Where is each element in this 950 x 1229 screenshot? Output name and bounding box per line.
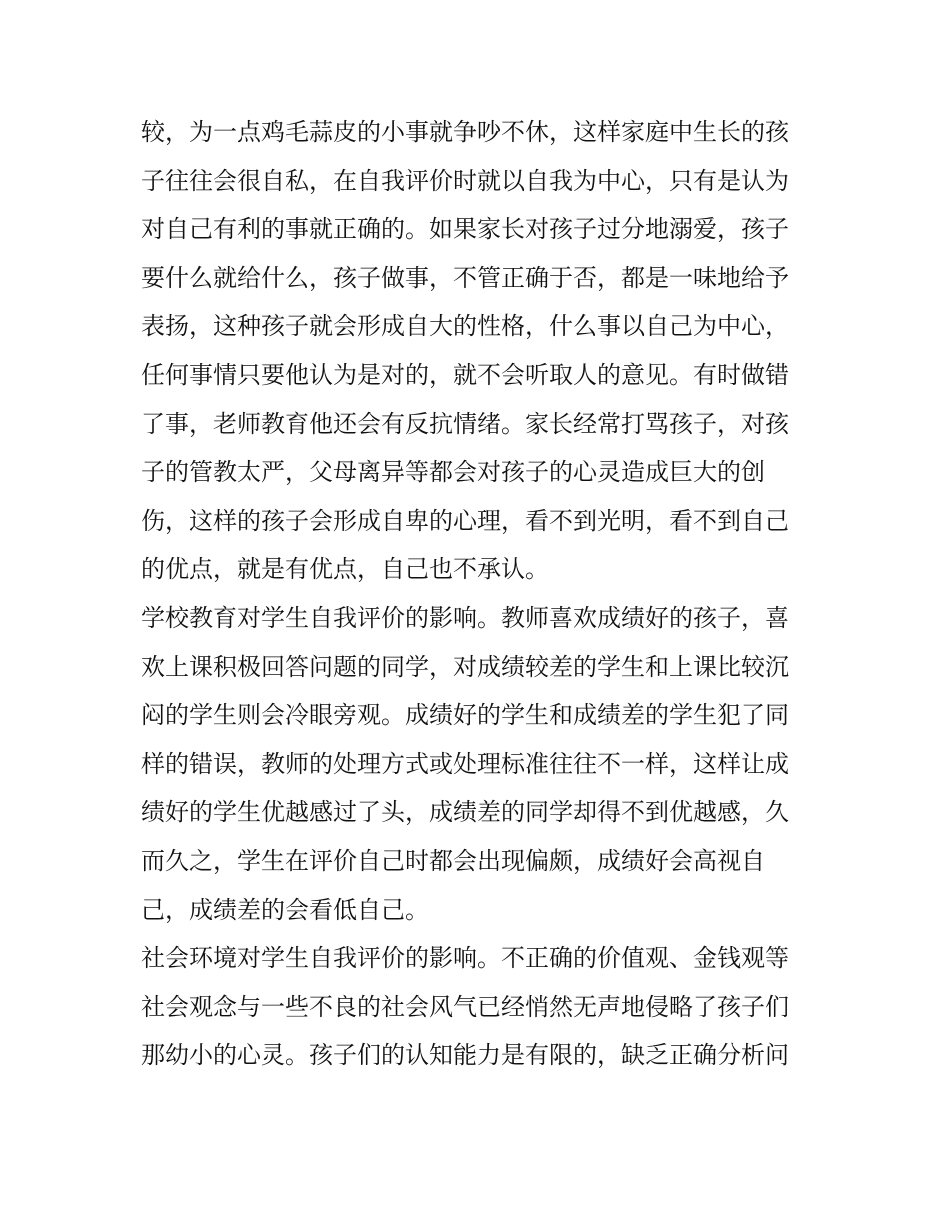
text-line: 子往往会很自私，在自我评价时就以自我为中心，只有是认为 (141, 166, 789, 195)
text-line: 绩好的学生优越感过了头，成绩差的同学却得不到优越感，久 (141, 798, 789, 827)
text-line: 那幼小的心灵。孩子们的认知能力是有限的，缺乏正确分析问 (141, 1041, 789, 1070)
text-line: 己，成绩差的会看低自己。 (141, 895, 429, 924)
text-line: 较，为一点鸡毛蒜皮的小事就争吵不休，这样家庭中生长的孩 (141, 118, 789, 146)
text-line: 而久之，学生在评价自己时都会出现偏颇，成绩好会高视自 (141, 846, 765, 875)
text-line: 的优点，就是有优点，自己也不承认。 (141, 555, 549, 584)
text-line: 伤，这样的孩子会形成自卑的心理，看不到光明，看不到自己 (141, 506, 789, 535)
body-text (141, 108, 821, 1080)
text-line: 要什么就给什么，孩子做事，不管正确于否，都是一味地给予 (141, 263, 789, 292)
text-line: 了事，老师教育他还会有反抗情绪。家长经常打骂孩子，对孩 (141, 409, 789, 438)
text-line: 学校教育对学生自我评价的影响。教师喜欢成绩好的孩子，喜 (141, 603, 789, 632)
text-line: 子的管教太严，父母离异等都会对孩子的心灵造成巨大的创 (141, 458, 765, 487)
text-line: 社会环境对学生自我评价的影响。不正确的价值观、金钱观等 (141, 944, 789, 973)
text-line: 样的错误，教师的处理方式或处理标准往往不一样，这样让成 (141, 749, 789, 778)
text-line: 社会观念与一些不良的社会风气已经悄然无声地侵略了孩子们 (141, 992, 789, 1021)
text-line: 对自己有利的事就正确的。如果家长对孩子过分地溺爱，孩子 (141, 215, 789, 244)
text-line: 任何事情只要他认为是对的，就不会听取人的意见。有时做错 (141, 360, 789, 389)
text-line: 欢上课积极回答问题的同学，对成绩较差的学生和上课比较沉 (141, 652, 789, 681)
text-line: 表扬，这种孩子就会形成自大的性格，什么事以自己为中心， (141, 312, 789, 341)
text-line: 闷的学生则会冷眼旁观。成绩好的学生和成绩差的学生犯了同 (141, 701, 789, 730)
